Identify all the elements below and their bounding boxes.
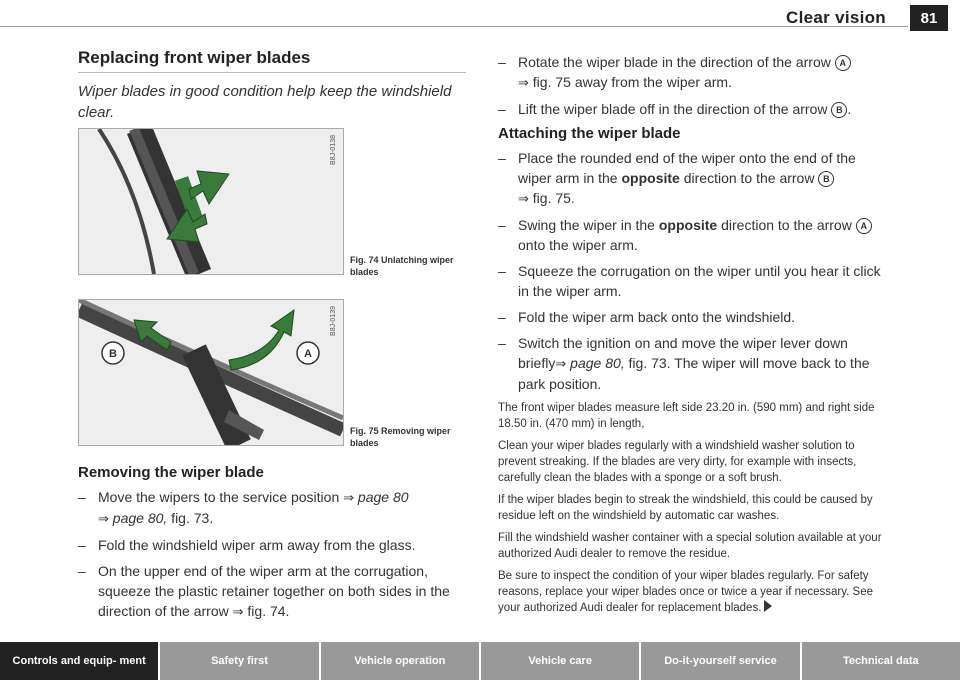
wiper-remove-illustration <box>79 300 343 445</box>
tab-diy-service[interactable]: Do-it-yourself service <box>641 642 801 680</box>
removing-title: Removing the wiper blade <box>78 464 264 481</box>
label-a: A <box>304 348 312 360</box>
attaching-title: Attaching the wiper blade <box>498 125 681 142</box>
caption-number: Fig. 75 <box>350 426 379 436</box>
right-column <box>498 52 890 622</box>
section-intro: Wiper blades in good condition help keep the windshield clear. <box>78 83 452 121</box>
list-item: – On the upper end of the wiper arm at the corrugation, squeeze the plastic retainer together on both sides in the direction of the arrow ⇒ fig. 74. <box>78 563 450 619</box>
callout-a: A <box>856 218 872 234</box>
notes <box>498 400 890 616</box>
label-b: B <box>109 348 117 360</box>
tab-controls[interactable]: Controls and equip- ment <box>0 642 160 680</box>
tab-safety-first[interactable]: Safety first <box>160 642 320 680</box>
footer-nav <box>0 642 960 680</box>
attaching-steps <box>498 148 890 394</box>
list-item: – Fold the windshield wiper arm away from the glass. <box>78 537 416 553</box>
list-item: – Fold the wiper arm back onto the windshield. <box>498 309 796 325</box>
list-item: – Lift the wiper blade off in the direction of the arrow B . <box>498 101 852 117</box>
list-item: – Rotate the wiper blade in the direction of the arrow A ⇒ fig. 75 away from the wiper arm. <box>498 52 890 93</box>
header-rule <box>0 26 908 27</box>
list-item: – Swing the wiper in the opposite direction to the arrow A onto the wiper arm. <box>498 215 890 255</box>
figure-74 <box>78 128 344 275</box>
tab-vehicle-operation[interactable]: Vehicle operation <box>321 642 481 680</box>
rotate-steps <box>498 52 890 119</box>
callout-a: A <box>835 55 851 71</box>
note-paragraph: The front wiper blades measure left side 23.20 in. (590 mm) and right side 18.50 in. (470 mm) in length, <box>498 402 875 430</box>
tab-vehicle-care[interactable]: Vehicle care <box>481 642 641 680</box>
continue-arrow-icon <box>764 600 772 612</box>
figure-code: B8J-0138 <box>330 135 337 165</box>
figure-75-caption <box>350 425 460 449</box>
page-number: 81 <box>910 5 948 31</box>
page-link[interactable]: page 80 <box>357 489 409 505</box>
caption-number: Fig. 74 <box>350 255 379 265</box>
figure-75 <box>78 299 344 446</box>
section-title: Replacing front wiper blades <box>78 48 466 73</box>
note-paragraph: If the wiper blades begin to streak the windshield, this could be caused by residue left on the windshield by automatic car washes. <box>498 494 873 522</box>
callout-b: B <box>818 171 834 187</box>
tab-technical-data[interactable]: Technical data <box>802 642 960 680</box>
wiper-unlatch-illustration <box>79 129 343 274</box>
list-item: – Place the rounded end of the wiper onto the end of the wiper arm in the opposite direction to the arrow B ⇒ fig. 75. <box>498 150 856 206</box>
caption-text: Removing wiper blades <box>350 426 451 448</box>
removing-steps <box>78 487 470 622</box>
note-paragraph: Be sure to inspect the condition of your wiper blades regularly. For safety reasons, replace your wiper blades once or twice a year if necessary. See your authorized Audi dealer for replacement blades. <box>498 570 874 614</box>
chapter-title: Clear vision <box>786 8 886 27</box>
list-item: – Switch the ignition on and move the wiper lever down briefly⇒ page 80, fig. 73. The wiper will move back to the park position. <box>498 335 870 392</box>
figure-code: B8J-0139 <box>330 306 337 336</box>
list-item: – Move the wipers to the service position ⇒ page 80 ⇒ page 80, fig. 73. <box>78 489 409 526</box>
caption-text: Unlatching wiper blades <box>350 255 454 277</box>
list-item: – Squeeze the corrugation on the wiper until you hear it click in the wiper arm. <box>498 263 881 299</box>
note-paragraph: Fill the windshield washer container with a special solution available at your authorized Audi dealer to remove the residue. <box>498 532 882 560</box>
callout-b: B <box>831 102 847 118</box>
page-link[interactable]: page 80, <box>112 510 168 526</box>
left-column <box>78 48 468 123</box>
note-paragraph: Clean your wiper blades regularly with a windshield washer solution to prevent streaking. If the blades are very dirty, for example with insects, carefully clean the blades with a sponge or a soft brush. <box>498 440 857 484</box>
page-link[interactable]: page 80, <box>570 355 625 371</box>
removing-section <box>78 464 470 628</box>
figure-74-caption <box>350 254 460 278</box>
